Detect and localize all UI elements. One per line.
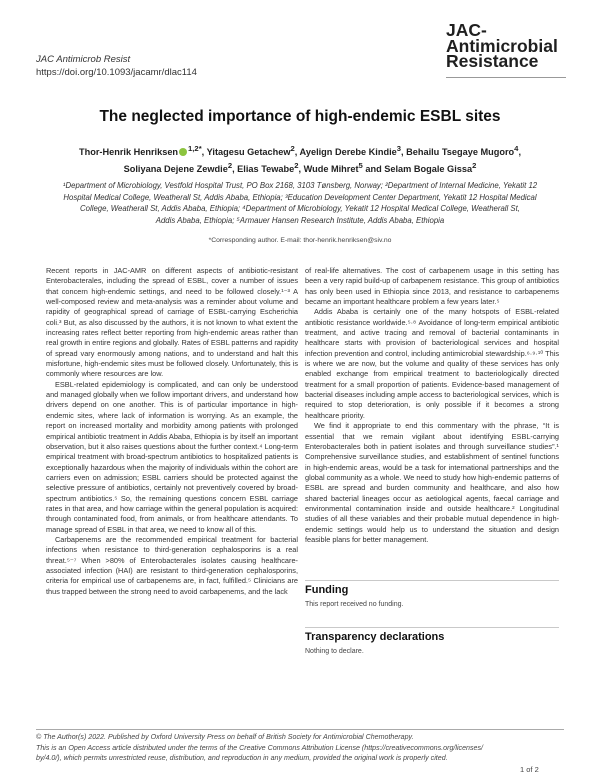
funding-heading: Funding — [305, 584, 349, 596]
affiliation-marker: 2 — [290, 144, 295, 153]
journal-logo — [446, 20, 586, 71]
author-name[interactable]: and Selam Bogale Gissa — [362, 164, 473, 175]
author-name[interactable]: , Ayelign Derebe Kindie — [294, 147, 397, 158]
article-title: The neglected importance of high-endemic ESBL sites — [99, 108, 501, 125]
body-paragraph: ESBL-related epidemiology is complicated, and can only be understood and managed globally when we follow important drivers, and understand how drivers depend on one another. This is of particular importance in high-endemic sites, where lack of information is worrying. As an example, the report on increased mortality and morbidity among patients with prolonged empirical antibiotic treatment in Addis Ababa, Ethiopia is by itself an important observation, but it also raises questions about the further context.⁴ Long-term empirical treatment with broad-spectrum antibiotics to hospitalized patients is exceptionally hazardous when the majority of individuals within the cohort are carriers even on admission; ESBL carriers should be protected against the selective pressure of antibiotics, certainly not preventively covered by broad-spectrum antibiotics.⁵ So, the remaining questions concern ESBL carriage rates in that area, and how carriage within the general population is acquired: through contaminated food, from animals, or from healthcare attendants. To manage spread of ESBL in that area, we need to know all of this. — [46, 379, 298, 534]
affiliation-marker: 2 — [227, 161, 233, 171]
author-name[interactable]: , Behailu Tsegaye Mugoro — [401, 147, 515, 158]
funding-text: This report received no funding. — [305, 601, 404, 608]
brand-line: Antimicrobial — [446, 35, 558, 56]
section-divider — [305, 580, 559, 581]
affiliations — [48, 180, 552, 226]
journal-name: JAC Antimicrob Resist — [36, 54, 131, 65]
author-name[interactable]: , Elias Tewabe — [232, 164, 295, 175]
transparency-heading: Transparency declarations — [305, 631, 445, 643]
body-column-left — [46, 266, 298, 597]
affiliation-marker: 2 — [472, 161, 477, 171]
body-column-right — [305, 266, 559, 545]
affiliation-marker: 5 — [358, 161, 363, 171]
author-line — [50, 142, 550, 159]
body-paragraph: of real-life alternatives. The cost of carbapenem usage in this setting has been a very rapid build-up of carbapenem resistance. This group of antibiotics has only been used in Ethiopia since 2013, and resistance to carbapenems became an important healthcare problem a few years later.⁵ — [305, 266, 559, 307]
footer-divider — [36, 729, 564, 730]
author-name[interactable]: Thor-Henrik Henriksen — [79, 147, 179, 158]
body-paragraph: Addis Ababa is certainly one of the many hotspots of ESBL-related antibiotic resistance worldwide.⁵·⁸ Avoidance of long-term empirical antibiotic treatment, and active tracing and removal of bacterial contaminants in healthcare starts with provision of bacteriological services and hospital infection prevention and control, including antimicrobial stewardship.⁶·⁹·¹⁰ This is where we are now, but the volume and quality of these services has only enabled exchange from empirical treatment to bacteriologically directed treatment for a small proportion of patients. Evidence-based management of bacterial diseases including ample access to bacteriological services, which is required to stop deterioration, is only possible if it becomes a strong healthcare priority. — [305, 307, 559, 420]
doi-link[interactable]: https://doi.org/10.1093/jacamr/dlac114 — [36, 67, 197, 78]
author-separator: , — [518, 147, 521, 158]
affiliation-marker: 2 — [294, 161, 299, 171]
section-divider — [305, 627, 559, 628]
footer-line: by/4.0/), which permits unrestricted reuse, distribution, and reproduction in any medium, provided the original work is properly cited. — [36, 754, 448, 762]
body-paragraph: Carbapenems are the recommended empirical treatment for bacterial infections when resistance to third-generation cephalosporins is a real threat.⁵⁻⁷ When >80% of Enterobacterales isolates causing healthcare-associated infection (HAI) are resistant to third-generation cephalosporins, criteria for empirical use of carbapenems are, in fact, fulfilled.⁵ Clinicians are thus trapped between the strong need to avoid carbapenems, and the lack — [46, 534, 298, 596]
affiliation-line: Addis Ababa, Ethiopia; ⁵Armauer Hansen Research Institute, Addis Ababa, Ethiopia — [155, 215, 445, 225]
orcid-icon[interactable] — [179, 148, 187, 156]
author-list — [50, 142, 550, 176]
brand-line: Resistance — [446, 51, 539, 71]
license-footer — [36, 732, 564, 764]
author-name[interactable]: , Yitagesu Getachew — [201, 147, 291, 158]
author-name[interactable]: Soliyana Dejene Zewdie — [123, 164, 228, 175]
brand-line: JAC- — [446, 20, 487, 40]
affiliation-marker: 1,2* — [188, 144, 202, 153]
transparency-text: Nothing to declare. — [305, 648, 364, 655]
footer-line: This is an Open Access article distributed under the terms of the Creative Commons Attribution License (https://creativecommons.org/licenses/ — [36, 743, 483, 752]
affiliation-marker: 4 — [514, 144, 519, 153]
affiliation-marker: 3 — [396, 144, 401, 153]
brand-divider — [446, 77, 566, 78]
author-name[interactable]: , Wude Mihret — [298, 164, 359, 175]
body-paragraph: Recent reports in JAC-AMR on different aspects of antibiotic-resistant Enterobacterales, including the spread of ESBL, cover a number of issues that concern high-endemic settings, and need to be followed closely.¹⁻³ A well-composed review and meta-analysis was a reminder about volume and rapidity of geographical spread of carriage of ESBL-carrying Escherichia coli.³ But, as also discussed by the authors, it is not known to what extent the increasing rates reflect better reporting from high-endemic areas rather than real growth in entire regions and globally. Rates of ESBL patterns and rapidity of spread vary enormously among nations, and to understand and halt this misfortune, high-endemic sites must be followed closely. Unfortunately, this is commonly where resources are low. — [46, 266, 298, 379]
author-line — [50, 159, 550, 176]
page-number: 1 of 2 — [520, 765, 539, 774]
affiliation-line: Hospital Medical College, Weatherall St, Addis Ababa, Ethiopia; ³Education Development Center Department, Yekatit 12 Hospital Medical — [63, 192, 537, 202]
body-paragraph: We find it appropriate to end this commentary with the phrase, “It is essential that we remain vigilant about identifying ESBL-carrying Enterobacterales both in patient isolates and through surveillance studies”.¹ Comprehensive surveillance studies, and establishment of sentinel functions in high-endemic areas, would be a task for international partnerships and the global community as a whole. We need to study how high-endemic patterns of ESBL are spread and burden community and healthcare, and also how shared bacterial lineages occur as aetiological agents, faecal carriage and environmental contamination inside and outside healthcare.² Longitudinal studies of all these variables and their probable mutual dependence in high-endemic settings would help us to understand the situation and design feasible plans for better management. — [305, 421, 559, 544]
corresponding-author: *Corresponding author. E-mail: thor-henrik.henriksen@siv.no — [208, 237, 392, 244]
affiliation-line: College, Weatherall St, Addis Ababa, Ethiopia; ⁴Department of Microbiology, Yekatit 12 Hospital Medical College, Weatherall St, — [80, 204, 520, 213]
footer-line: © The Author(s) 2022. Published by Oxford University Press on behalf of British Society for Antimicrobial Chemotherapy. — [36, 733, 414, 741]
affiliation-line: ¹Department of Microbiology, Vestfold Hospital Trust, PO Box 2168, 3103 Tønsberg, Norway; ²Department of Internal Medicine, Yekatit 12 — [62, 181, 538, 190]
